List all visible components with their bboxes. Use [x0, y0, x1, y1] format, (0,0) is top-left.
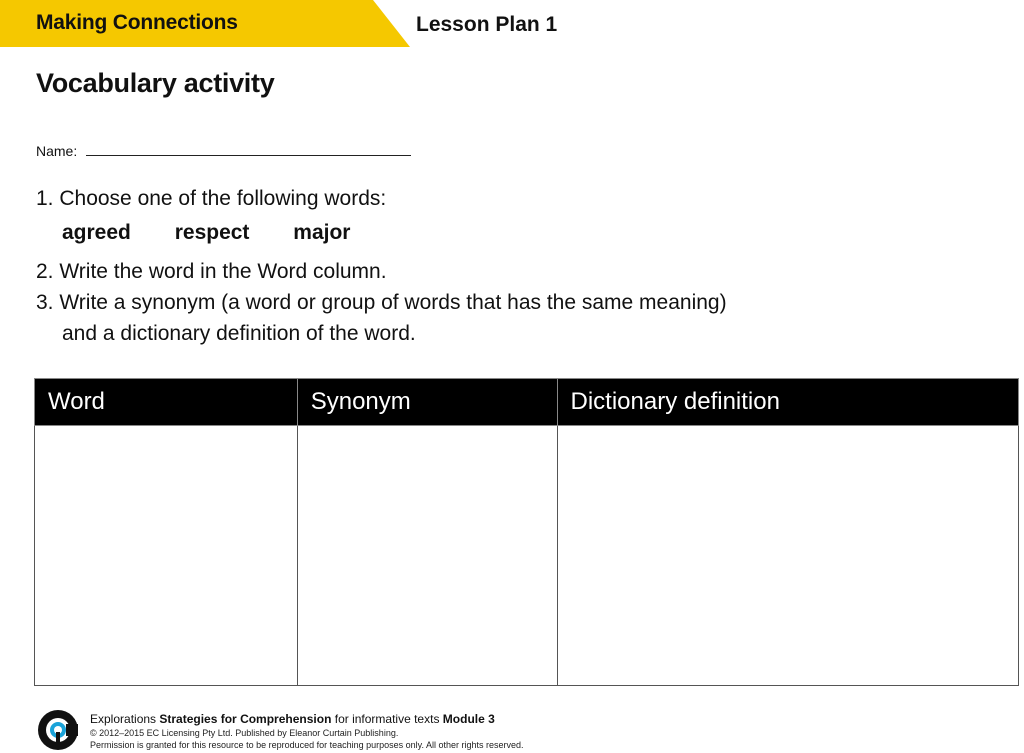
word-choice: agreed — [62, 221, 131, 244]
table-header-row — [35, 379, 1019, 426]
footer-line-1 — [90, 712, 524, 726]
instruction-step-3-continued: and a dictionary definition of the word. — [62, 322, 416, 345]
word-choice: major — [293, 221, 351, 244]
name-line — [86, 155, 411, 156]
column-header-definition: Dictionary definition — [557, 379, 1019, 426]
footer-copyright: © 2012–2015 EC Licensing Pty Ltd. Published by Eleanor Curtain Publishing. — [90, 728, 399, 738]
footer-text — [90, 712, 524, 750]
table-row — [35, 426, 1019, 686]
name-label: Name: — [36, 143, 78, 159]
word-choice: respect — [174, 221, 250, 244]
column-header-word: Word — [35, 379, 298, 426]
footer-series: Explorations — [90, 712, 160, 726]
word-cell[interactable] — [35, 426, 298, 686]
footer-title: Strategies for Comprehension — [159, 712, 332, 726]
footer-permission: Permission is granted for this resource to be reproduced for teaching purposes only. All other rights reserved. — [90, 740, 524, 750]
vocabulary-table — [34, 378, 1019, 686]
page-title: Vocabulary activity — [36, 68, 275, 98]
synonym-cell[interactable] — [297, 426, 557, 686]
banner-title: Making Connections — [36, 11, 238, 34]
word-choices — [62, 221, 388, 245]
ec-logo-icon — [36, 708, 80, 752]
instruction-step-2: 2. Write the word in the Word column. — [36, 260, 387, 283]
footer-module: Module 3 — [442, 712, 495, 726]
footer-subtitle: for informative texts — [331, 712, 443, 726]
definition-cell[interactable] — [557, 426, 1019, 686]
lesson-label: Lesson Plan 1 — [416, 13, 558, 36]
instruction-step-1: 1. Choose one of the following words: — [36, 187, 387, 210]
column-header-synonym: Synonym — [297, 379, 557, 426]
instruction-step-3: 3. Write a synonym (a word or group of words that has the same meaning) — [36, 291, 727, 314]
